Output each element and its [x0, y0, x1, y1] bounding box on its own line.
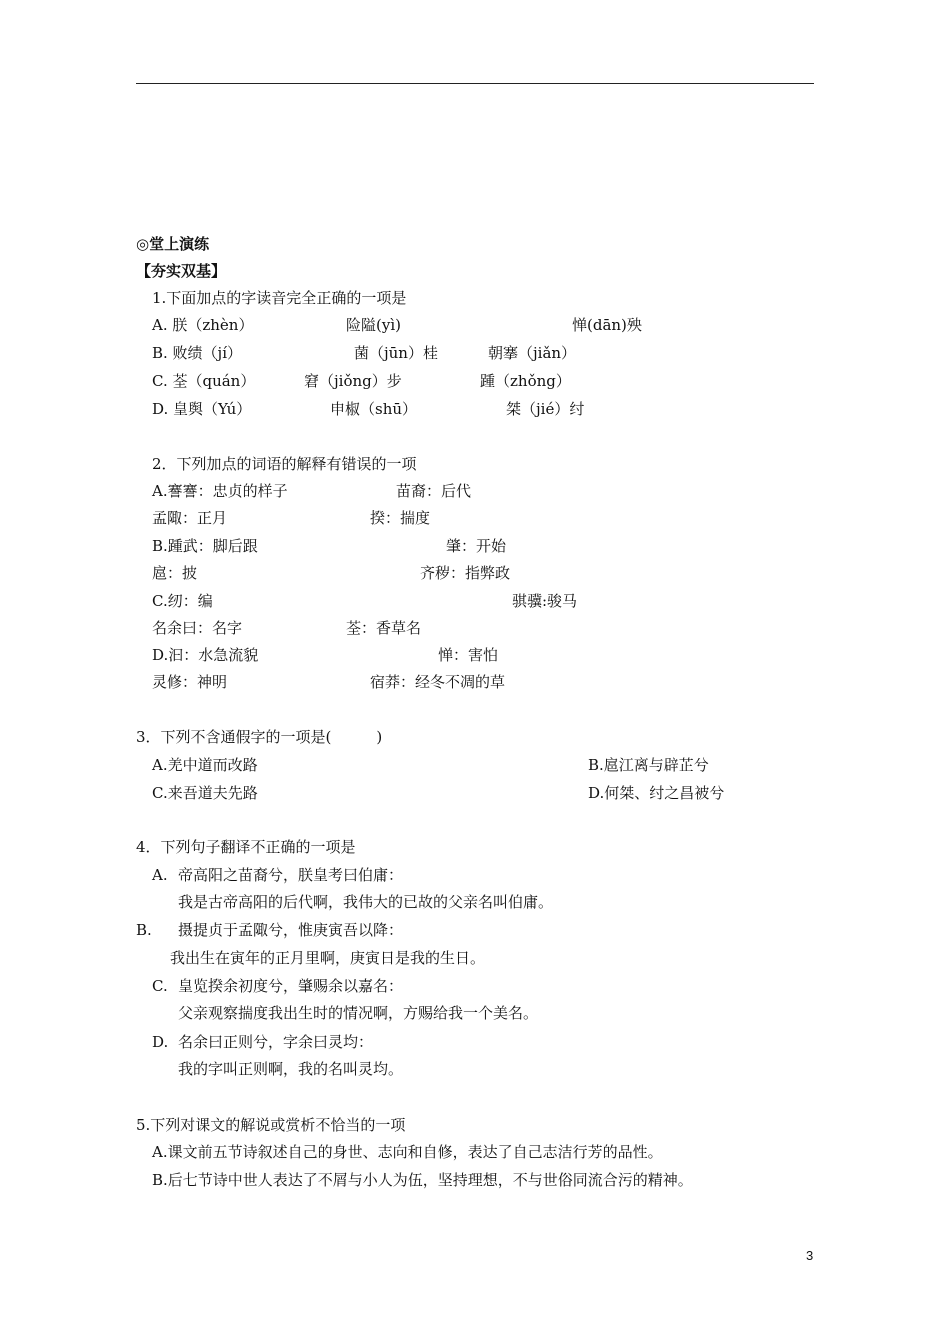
q3-option-c: C.来吾道夫先路 [152, 784, 258, 802]
q2-row-8-left: 灵修：神明 [152, 673, 228, 691]
q3-option-a: A.羌中道而改路 [152, 756, 258, 774]
q5-option-b: B.后七节诗中世人表达了不屑与小人为伍，坚持理想，不与世俗同流合污的精神。 [152, 1171, 693, 1189]
q1-option-c-3: 踵（zhǒng） [480, 372, 571, 390]
q3-stem: 3．下列不含通假字的一项是( ) [136, 728, 383, 746]
subsection-title: 【夯实双基】 [136, 262, 227, 280]
q4-option-d-translation: 我的字叫正则啊，我的名叫灵均。 [178, 1060, 404, 1078]
q4-option-b-translation: 我出生在寅年的正月里啊，庚寅日是我的生日。 [170, 949, 486, 967]
q3-option-b: B.扈江离与辟芷兮 [588, 756, 709, 774]
q4-option-c-translation: 父亲观察揣度我出生时的情况啊，方赐给我一个美名。 [178, 1004, 539, 1022]
q1-stem: 1.下面加点的字读音完全正确的一项是 [152, 289, 407, 307]
q2-row-3-right: 肇：开始 [446, 537, 507, 555]
q2-row-6-right: 荃：香草名 [346, 619, 422, 637]
q1-option-a-1: A. 朕（zhèn） [152, 316, 254, 334]
q3-option-d: D.何桀、纣之昌被兮 [588, 784, 725, 802]
q5-option-a: A.课文前五节诗叙述自己的身世、志向和自修，表达了自己志洁行芳的品性。 [152, 1143, 663, 1161]
q1-option-d-1: D. 皇舆（Yú） [152, 400, 252, 418]
q1-option-d-2: 申椒（shū） [330, 400, 418, 418]
q2-stem: 2．下列加点的词语的解释有错误的一项 [152, 455, 417, 473]
q1-option-b-3: 朝搴（jiǎn） [488, 344, 577, 362]
q2-row-5-right: 骐骥:骏马 [512, 592, 578, 610]
q4-option-b-label: B. [136, 921, 152, 939]
q1-option-b-2: 菌（jūn）桂 [354, 344, 438, 362]
q1-option-c-2: 窘（jiǒng）步 [304, 372, 402, 390]
q4-option-a-translation: 我是古帝高阳的后代啊，我伟大的已故的父亲名叫伯庸。 [178, 893, 554, 911]
q2-row-1-right: 苗裔：后代 [396, 482, 472, 500]
q1-option-d-3: 桀（jié）纣 [506, 400, 585, 418]
q2-row-2-right: 揆：揣度 [370, 509, 431, 527]
q1-option-b-1: B. 败绩（jí） [152, 344, 243, 362]
q4-stem: 4．下列句子翻译不正确的一项是 [136, 838, 356, 856]
q2-row-5-left: C.纫：编 [152, 592, 213, 610]
q2-row-7-right: 惮：害怕 [438, 646, 499, 664]
section-title: ◎堂上演练 [136, 235, 210, 253]
q5-stem: 5.下列对课文的解说或赏析不恰当的一项 [136, 1116, 406, 1134]
q2-row-8-right: 宿莽：经冬不凋的草 [370, 673, 506, 691]
q2-row-2-left: 孟陬：正月 [152, 509, 228, 527]
q1-option-a-2: 险隘(yì) [346, 316, 401, 334]
q4-option-c-text: 皇览揆余初度兮，肇赐余以嘉名： [178, 977, 404, 995]
q2-row-7-left: D.汩：水急流貌 [152, 646, 259, 664]
q4-option-a-text: 帝高阳之苗裔兮，朕皇考曰伯庸： [178, 866, 404, 884]
q4-option-d-text: 名余曰正则兮，字余曰灵均： [178, 1033, 374, 1051]
q2-row-3-left: B.踵武：脚后跟 [152, 537, 258, 555]
header-rule [136, 83, 814, 84]
q4-option-a-label: A. [152, 866, 168, 884]
q4-option-b-text: 摄提贞于孟陬兮，惟庚寅吾以降： [178, 921, 404, 939]
q4-option-d-label: D. [152, 1033, 169, 1051]
q2-row-6-left: 名余曰：名字 [152, 619, 243, 637]
q2-row-1-left: A.謇謇：忠贞的样子 [152, 482, 288, 500]
page-number: 3 [806, 1248, 814, 1263]
q4-option-c-label: C. [152, 977, 168, 995]
q2-row-4-right: 齐秽：指弊政 [420, 564, 511, 582]
q2-row-4-left: 扈：披 [152, 564, 198, 582]
q1-option-c-1: C. 荃（quán） [152, 372, 256, 390]
q1-option-a-3: 惮(dān)殃 [572, 316, 642, 334]
